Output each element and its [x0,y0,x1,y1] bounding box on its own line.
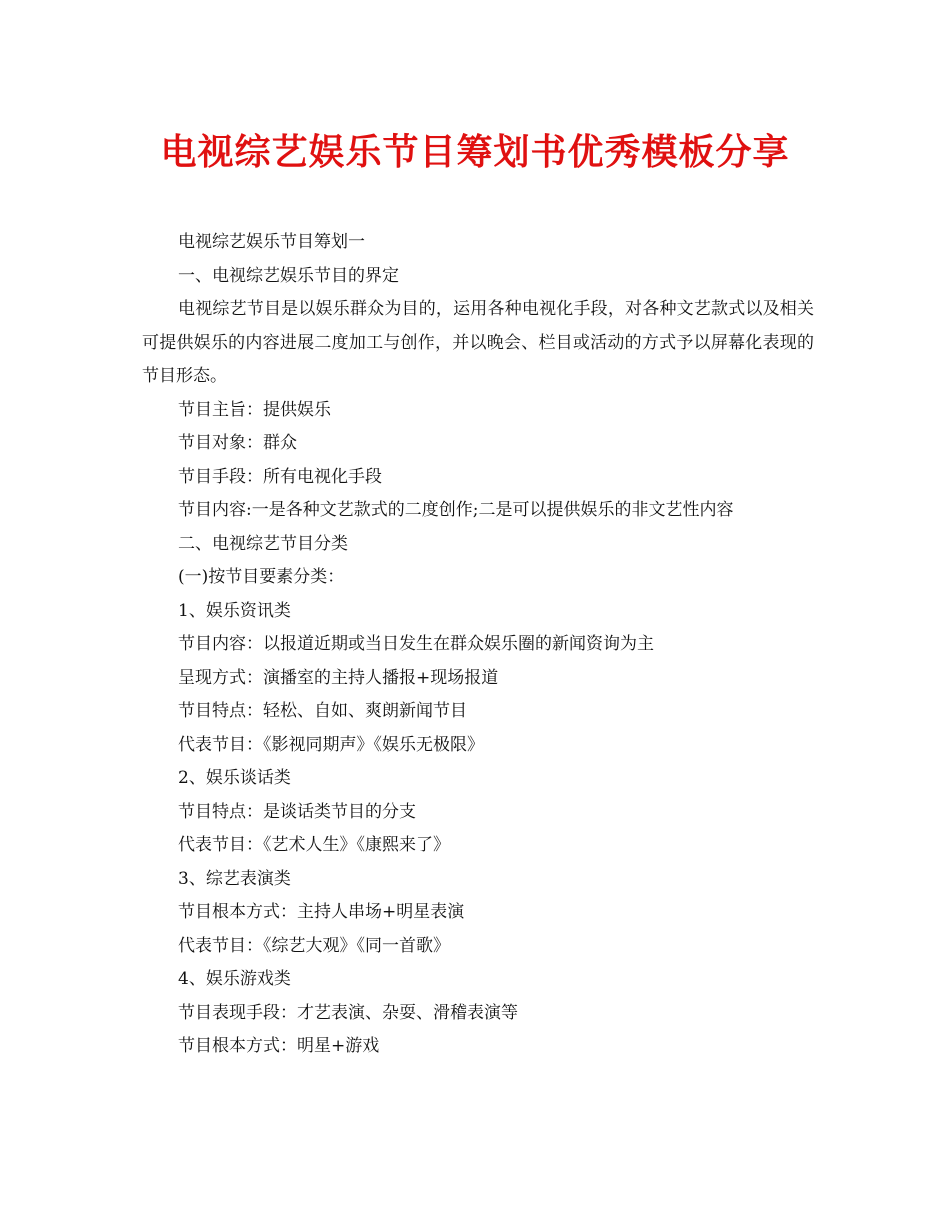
category-heading: 1、娱乐资讯类 [178,600,291,621]
text-line: 呈现方式：演播室的主持人播报+现场报道 [178,667,499,688]
text-line: 节目内容:一是各种文艺款式的二度创作;二是可以提供娱乐的非文艺性内容 [178,500,734,520]
section-heading: 一、电视综艺娱乐节目的界定 [178,265,399,286]
category-heading: 2、娱乐谈话类 [178,768,291,788]
section-heading: 二、电视综艺节目分类 [178,533,348,554]
definition-paragraph: 电视综艺节目是以娱乐群众为目的，运用各种电视化手段，对各种文艺款式以及相关可提供娱乐的内容进展二度加工与创作，并以晚会、栏目或活动的方式予以屏幕化表现的节目形态。 [142,299,814,386]
section-heading: 电视综艺娱乐节目筹划一 [178,232,365,252]
text-line: 节目主旨：提供娱乐 [178,399,331,420]
text-line: 代表节目：《影视同期声》《娱乐无极限》 [178,734,484,755]
category-heading: 4、娱乐游戏类 [178,969,291,989]
document-title: 电视综艺娱乐节目筹划书优秀模板分享 [160,132,790,173]
text-line: 节目表现手段：才艺表演、杂耍、滑稽表演等 [178,1002,518,1023]
text-line: 节目特点：轻松、自如、爽朗新闻节目 [178,701,467,721]
text-line: 代表节目：《综艺大观》《同一首歌》 [178,935,450,956]
document-body [142,226,814,1064]
category-heading: 3、综艺表演类 [178,868,291,889]
text-line: 节目内容：以报道近期或当日发生在群众娱乐圈的新闻资询为主 [178,634,654,654]
text-line: 节目对象：群众 [178,433,297,453]
text-line: 节目根本方式：主持人串场+明星表演 [178,902,465,922]
text-line: 代表节目：《艺术人生》《康熙来了》 [178,835,450,855]
text-line: 节目手段：所有电视化手段 [178,466,382,487]
text-line: 节目根本方式：明星+游戏 [178,1036,380,1056]
text-line: 节目特点：是谈话类节目的分支 [178,801,416,822]
subsection-heading: (一)按节目要素分类： [178,567,345,587]
